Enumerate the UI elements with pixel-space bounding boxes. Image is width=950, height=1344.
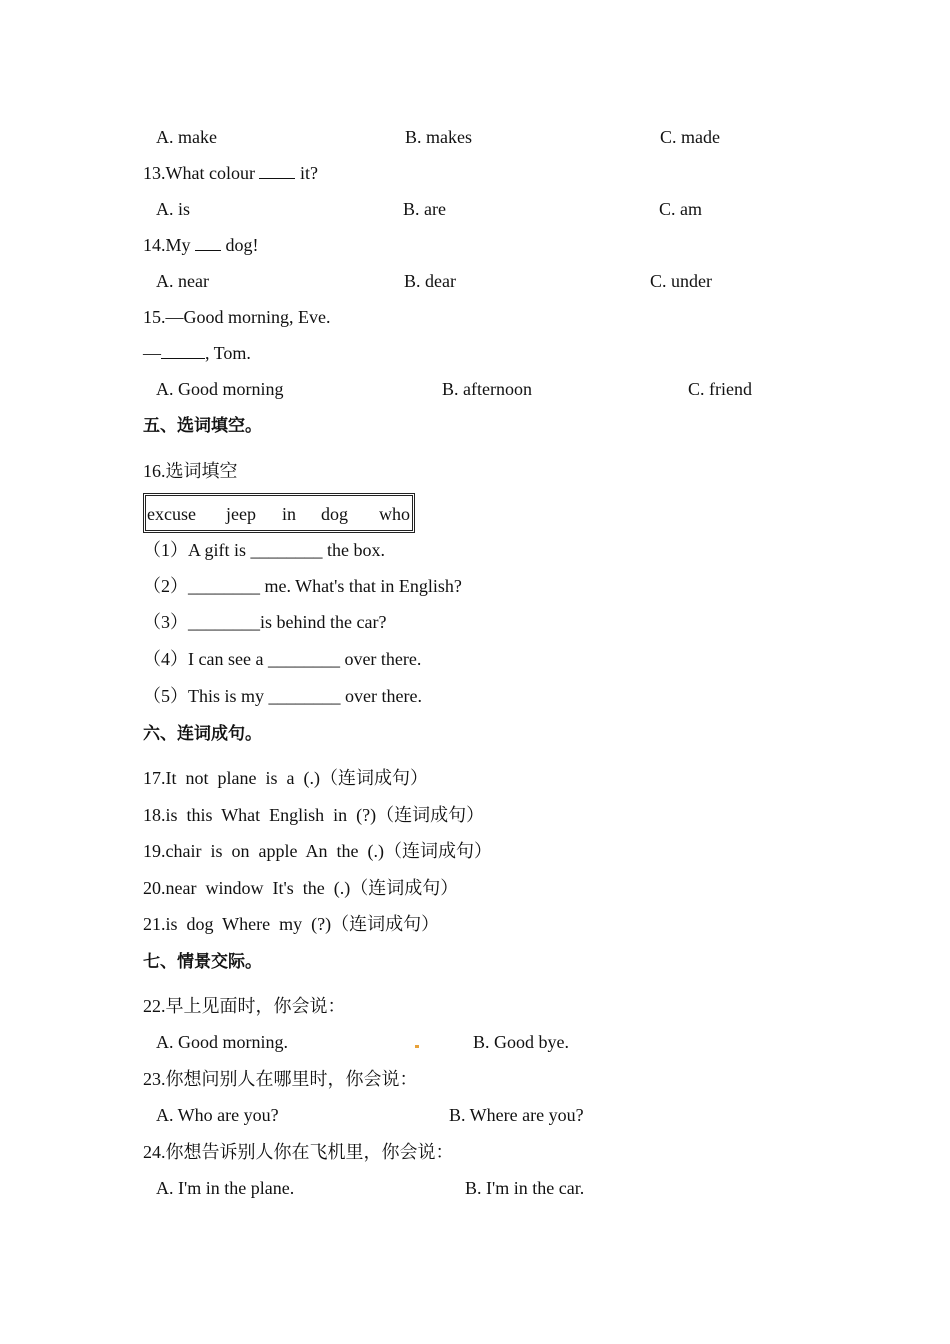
q12-options bbox=[0, 124, 950, 150]
q13-option-a: A. is bbox=[156, 199, 191, 219]
q12-option-b: B. makes bbox=[405, 127, 472, 147]
q16-title: 16.选词填空 bbox=[143, 461, 238, 481]
q16-item-1: （1）A gift is ________ the box. bbox=[143, 540, 385, 560]
word-bank-word: dog bbox=[321, 504, 348, 524]
q14-pre: 14.My bbox=[143, 235, 191, 255]
q13-blank bbox=[259, 160, 295, 179]
q22-option-b: B. Good bye. bbox=[473, 1032, 569, 1052]
q12-option-a: A. make bbox=[156, 127, 217, 147]
word-bank-word: excuse bbox=[147, 504, 196, 524]
q13-question bbox=[143, 160, 950, 186]
q23-question: 23.你想问别人在哪里时，你会说： bbox=[143, 1069, 418, 1089]
q23-option-b: B. Where are you? bbox=[449, 1105, 584, 1125]
q15-option-c: C. friend bbox=[688, 379, 752, 399]
q13-option-c: C. am bbox=[659, 199, 702, 219]
q16-item-4: （4）I can see a ________ over there. bbox=[143, 649, 422, 669]
q24-options bbox=[0, 1175, 950, 1201]
q24-option-a: A. I'm in the plane. bbox=[156, 1178, 295, 1198]
q21: 21.is dog Where my (?)（连词成句） bbox=[143, 914, 440, 934]
q18: 18.is this What English in (?)（连词成句） bbox=[143, 805, 485, 825]
q16-item-3: （3）________is behind the car? bbox=[143, 612, 387, 632]
q24-option-b: B. I'm in the car. bbox=[465, 1178, 585, 1198]
word-bank-word: who bbox=[379, 504, 410, 524]
q16-item-2: （2）________ me. What's that in English? bbox=[143, 576, 462, 596]
q13-pre: 13.What colour bbox=[143, 163, 255, 183]
q16-item-5: （5）This is my ________ over there. bbox=[143, 686, 422, 706]
q14-option-c: C. under bbox=[650, 271, 712, 291]
q14-question bbox=[143, 232, 950, 258]
q15-option-a: A. Good morning bbox=[156, 379, 284, 399]
q22-options bbox=[0, 1029, 950, 1055]
q15-post: , Tom. bbox=[205, 343, 251, 363]
q14-options bbox=[0, 268, 950, 294]
section5-heading: 五、选词填空。 bbox=[143, 416, 262, 436]
q12-option-c: C. made bbox=[660, 127, 720, 147]
q24-question: 24.你想告诉别人你在飞机里，你会说： bbox=[143, 1142, 454, 1162]
q15-pre: — bbox=[143, 343, 161, 363]
q22-question: 22.早上见面时，你会说： bbox=[143, 996, 346, 1016]
q15-line2 bbox=[143, 340, 950, 366]
decorative-dot bbox=[415, 1045, 419, 1048]
q13-options bbox=[0, 196, 950, 222]
q14-post: dog! bbox=[225, 235, 259, 255]
q17: 17.It not plane is a (.)（连词成句） bbox=[143, 768, 428, 788]
q15-options bbox=[0, 376, 950, 402]
word-bank-box bbox=[143, 493, 415, 533]
q13-option-b: B. are bbox=[403, 199, 446, 219]
section7-heading: 七、情景交际。 bbox=[143, 952, 262, 972]
q14-option-a: A. near bbox=[156, 271, 209, 291]
q15-blank bbox=[161, 340, 205, 359]
section6-heading: 六、连词成句。 bbox=[143, 724, 262, 744]
word-bank-word: in bbox=[282, 504, 297, 524]
q13-post: it? bbox=[299, 163, 318, 183]
q14-option-b: B. dear bbox=[404, 271, 456, 291]
q15-option-b: B. afternoon bbox=[442, 379, 532, 399]
q15-line1: 15.—Good morning, Eve. bbox=[143, 307, 331, 327]
q14-blank bbox=[195, 232, 221, 251]
q19: 19.chair is on apple An the (.)（连词成句） bbox=[143, 841, 492, 861]
q23-option-a: A. Who are you? bbox=[156, 1105, 279, 1125]
word-bank-word: jeep bbox=[226, 504, 256, 524]
q20: 20.near window It's the (.)（连词成句） bbox=[143, 878, 459, 898]
q22-option-a: A. Good morning. bbox=[156, 1032, 288, 1052]
q23-options bbox=[0, 1102, 950, 1128]
